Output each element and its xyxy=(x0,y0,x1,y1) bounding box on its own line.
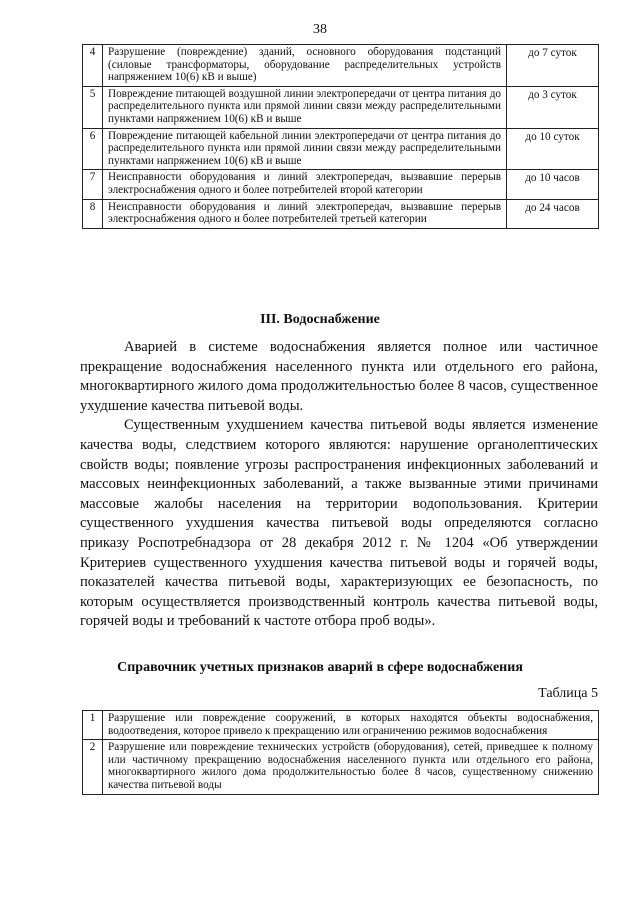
row-number: 1 xyxy=(83,711,103,740)
row-term: до 24 часов xyxy=(507,199,599,228)
row-description: Разрушение или повреждение сооружений, в которых находятся объекты водоснабжения, водоотведения, которое привело к прекращению или ограничению режимов водоснабжения xyxy=(103,711,599,740)
row-term: до 3 суток xyxy=(507,86,599,128)
table-row xyxy=(83,170,599,199)
row-number: 2 xyxy=(83,740,103,794)
row-description: Разрушение (повреждение) зданий, основного оборудования подстанций (силовые трансформаторы, оборудование распределительных устройств напряжением 10(6) кВ и выше) xyxy=(103,45,507,87)
table-row xyxy=(83,86,599,128)
row-description: Повреждение питающей воздушной линии электропередачи от центра питания до распределительного пункта или прямой линии связи между распределительными пунктами напряжением 10(6) кВ и выше xyxy=(103,86,507,128)
row-description: Разрушение или повреждение технических устройств (оборудования), сетей, приведшее к полному или частичному прекращению водоснабжения населенного пункта или отдельного его района, многоквартирного жилого дома продолжительностью более 8 часов, существенному снижению качества питьевой воды xyxy=(103,740,599,794)
paragraph: Существенным ухудшением качества питьевой воды является изменение качества воды, следствием которого являются: нарушение органолептических свойств воды; появление угрозы распространения инфекционных заболеваний и массовых неинфекционных заболеваний, а также вызванные этими причинами массовые жалобы населения на территории водопользования. Критерии существенного ухудшения качества питьевой воды определяются согласно приказу Роспотребнадзора от 28 декабря 2012 г. № 1204 «Об утверждении Критериев существенного ухудшения качества питьевой воды и горячей воды, показателей качества питьевой воды, характеризующих ее безопасность, по которым осуществляется производственный контроль качества питьевой воды, горячей воды и требований к частоте отбора проб воды». xyxy=(80,417,598,630)
row-term: до 10 часов xyxy=(507,170,599,199)
section-body xyxy=(80,338,598,632)
table-row xyxy=(83,740,599,794)
page-number: 38 xyxy=(313,22,327,37)
row-number: 7 xyxy=(83,170,103,199)
table-row xyxy=(83,128,599,170)
row-term: до 7 суток xyxy=(507,45,599,87)
table-row xyxy=(83,45,599,87)
reference-heading: Справочник учетных признаков аварий в сфере водоснабжения xyxy=(117,660,523,675)
section-heading: III. Водоснабжение xyxy=(260,312,380,327)
table-row xyxy=(83,711,599,740)
row-number: 4 xyxy=(83,45,103,87)
paragraph: Аварией в системе водоснабжения является полное или частичное прекращение водоснабжения населенного пункта или отдельного его района, многоквартирного жилого дома продолжительностью более 8 часов, существенное ухудшение качества питьевой воды. xyxy=(80,339,598,414)
row-description: Неисправности оборудования и линий электропередач, вызвавшие перерыв электроснабжения одного и более потребителей третьей категории xyxy=(103,199,507,228)
row-description: Повреждение питающей кабельной линии электропередачи от центра питания до распределительного пункта или прямой линии связи между распределительными пунктами напряжением 10(6) кВ и выше xyxy=(103,128,507,170)
table-row xyxy=(83,199,599,228)
row-number: 5 xyxy=(83,86,103,128)
row-description: Неисправности оборудования и линий электропередач, вызвавшие перерыв электроснабжения одного и более потребителей второй категории xyxy=(103,170,507,199)
row-number: 6 xyxy=(83,128,103,170)
accident-criteria-table-electric xyxy=(82,44,599,229)
accident-criteria-table-water xyxy=(82,710,599,795)
row-term: до 10 суток xyxy=(507,128,599,170)
row-number: 8 xyxy=(83,199,103,228)
table-caption: Таблица 5 xyxy=(538,686,598,701)
